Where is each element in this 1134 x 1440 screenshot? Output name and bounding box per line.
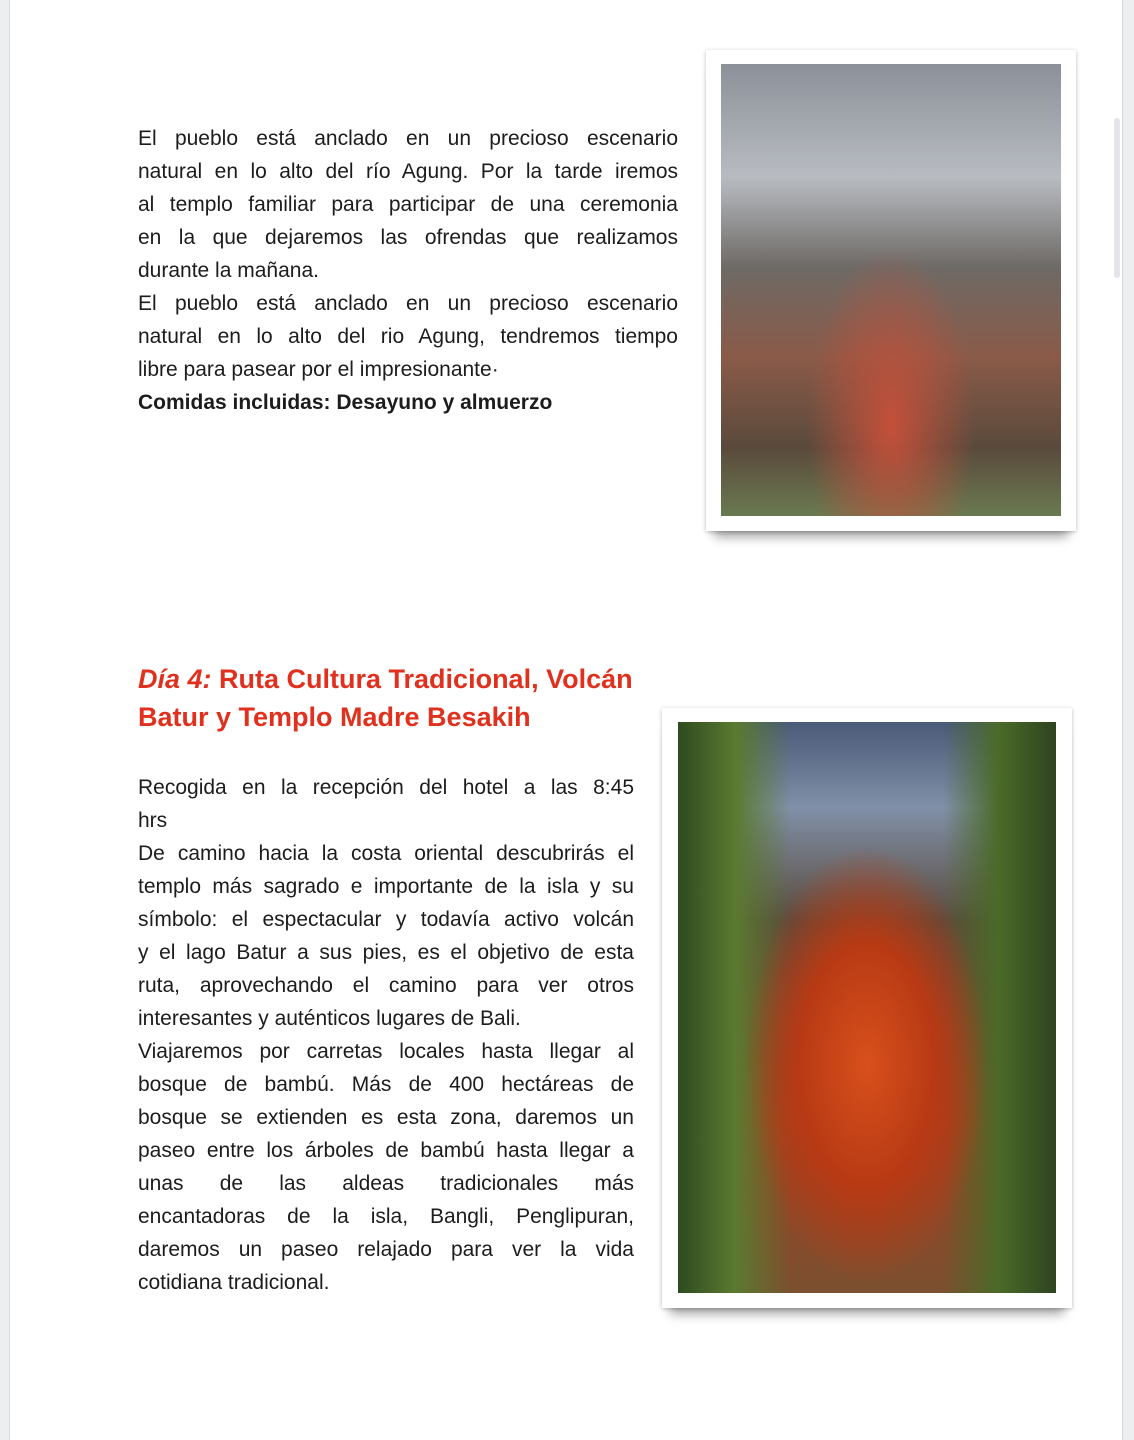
scrollbar[interactable]: [1114, 118, 1120, 278]
text-line: Recogida en la recepción del hotel a las 8:45: [138, 776, 634, 799]
text-line: bosque de bambú. Más de 400 hectáreas de: [138, 1073, 634, 1096]
text-line: De camino hacia la costa oriental descubrirás el: [138, 842, 634, 865]
text-line: El pueblo está anclado en un precioso escenario: [138, 292, 678, 315]
heading-line-1: Ruta Cultura Tradicional, Volcán: [211, 664, 633, 694]
text-line: encantadoras de la isla, Bangli, Penglipuran,: [138, 1205, 634, 1228]
text-line: bosque se extienden es esta zona, daremos un: [138, 1106, 634, 1129]
text-line: natural en lo alto del rio Agung, tendremos tiempo: [138, 325, 678, 348]
text-line: al templo familiar para participar de una ceremonia: [138, 193, 678, 216]
text-line: El pueblo está anclado en un precioso escenario: [138, 127, 678, 150]
day-label: Día 4:: [138, 664, 212, 694]
text-line: en la que dejaremos las ofrendas que realizamos: [138, 226, 678, 249]
temple-gate-photo: [678, 722, 1056, 1293]
text-line: Viajaremos por carretas locales hasta llegar al: [138, 1040, 634, 1063]
text-line: hrs: [138, 809, 168, 832]
text-line: ruta, aprovechando el camino para ver otros: [138, 974, 634, 997]
photo-frame-temple-gate: [662, 708, 1072, 1308]
text-line: paseo entre los árboles de bambú hasta llegar a: [138, 1139, 634, 1162]
temple-group-photo: [721, 64, 1061, 516]
day-4-heading: [138, 660, 633, 736]
photo-frame-temple-group: [706, 50, 1076, 531]
section-2-text: [138, 771, 634, 1299]
section-1-text: [138, 122, 678, 419]
heading-line-2: Batur y Templo Madre Besakih: [138, 702, 531, 732]
text-line: símbolo: el espectacular y todavía activo volcán: [138, 908, 634, 931]
meals-included: Comidas incluidas: Desayuno y almuerzo: [138, 391, 553, 414]
text-line: cotidiana tradicional.: [138, 1271, 330, 1294]
text-line: libre para pasear por el impresionante·: [138, 358, 499, 381]
text-line: unas de las aldeas tradicionales más: [138, 1172, 634, 1195]
text-line: daremos un paseo relajado para ver la vida: [138, 1238, 634, 1261]
text-line: natural en lo alto del río Agung. Por la tarde iremos: [138, 160, 678, 183]
text-line: durante la mañana.: [138, 259, 319, 282]
text-line: templo más sagrado e importante de la isla y su: [138, 875, 634, 898]
text-line: interesantes y auténticos lugares de Bali.: [138, 1007, 521, 1030]
text-line: y el lago Batur a sus pies, es el objetivo de esta: [138, 941, 634, 964]
